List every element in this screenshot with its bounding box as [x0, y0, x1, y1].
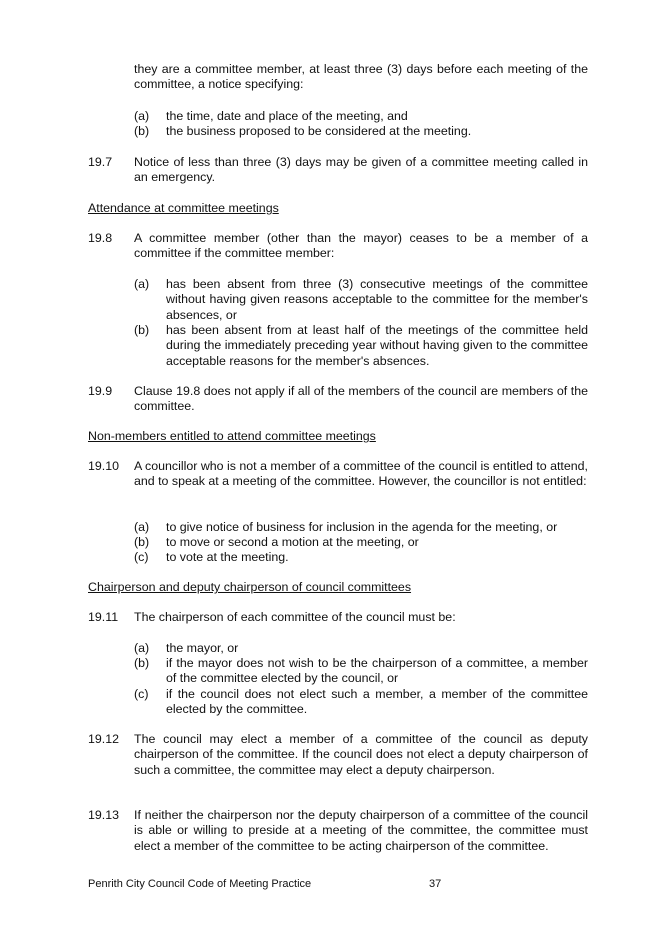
clause-item-label: (a): [134, 277, 150, 291]
clause-item-label: (a): [134, 641, 150, 655]
section-heading-non-members: Non-members entitled to attend committee meetings: [88, 429, 376, 443]
clause-item-label: (b): [134, 323, 150, 337]
intro-item-text: the business proposed to be considered at the meeting.: [166, 124, 472, 138]
clause-number: 19.11: [88, 610, 119, 624]
clause-number: 19.7: [88, 155, 113, 169]
clause-item-text: to move or second a motion at the meeting, or: [166, 535, 419, 549]
intro-item-text: the time, date and place of the meeting, and: [166, 109, 408, 123]
clause-text: A councillor who is not a member of a committee of the council is entitled to attend, and to speak at a meeting of the committee. However, the councillor is not entitled:: [134, 459, 588, 489]
clause-item-text: has been absent from three (3) consecutive meetings of the committee without having given reasons acceptable to the committee for the member's absences, or: [166, 277, 588, 322]
clause-number: 19.8: [88, 231, 113, 245]
clause-item-text: the mayor, or: [166, 641, 239, 655]
clause-text: A committee member (other than the mayor) ceases to be a member of a committee if the committee member:: [134, 231, 588, 261]
footer-title: Penrith City Council Code of Meeting Practice: [88, 878, 312, 890]
clause-number: 19.13: [88, 808, 120, 822]
clause-text: Clause 19.8 does not apply if all of the members of the council are members of the committee.: [134, 384, 588, 414]
clause-text: If neither the chairperson nor the deputy chairperson of a committee of the council is able or willing to preside at a meeting of the committee, the committee must elect a member of the committee to be acting chairperson of the committee.: [134, 808, 588, 853]
clause-item-label: (c): [134, 687, 149, 701]
clause-text: Notice of less than three (3) days may be given of a committee meeting called in an emergency.: [134, 155, 588, 185]
clause-text: The council may elect a member of a committee of the council as deputy chairperson of the committee. If the council does not elect a deputy chairperson of such a committee, the committee may elect a deputy chairperson.: [134, 732, 588, 777]
clause-item-text: if the mayor does not wish to be the chairperson of a committee, a member of the committee elected by the council, or: [166, 656, 588, 686]
clause-text: The chairperson of each committee of the council must be:: [134, 610, 456, 624]
clause-number: 19.10: [88, 459, 120, 473]
clause-number: 19.9: [88, 384, 113, 398]
intro-item-label: (a): [134, 109, 150, 123]
clause-item-text: if the council does not elect such a member, a member of the committee elected by the committee.: [166, 687, 588, 717]
clause-item-text: has been absent from at least half of the meetings of the committee held during the immediately preceding year without having given to the committee acceptable reasons for the member's absences.: [166, 323, 588, 368]
clause-item-label: (b): [134, 656, 150, 670]
clause-item-label: (c): [134, 550, 149, 564]
section-heading-attendance: Attendance at committee meetings: [88, 201, 279, 215]
clause-number: 19.12: [88, 732, 120, 746]
clause-item-text: to give notice of business for inclusion in the agenda for the meeting, or: [166, 520, 558, 534]
clause-item-label: (a): [134, 520, 150, 534]
intro-paragraph: they are a committee member, at least three (3) days before each meeting of the committee, a notice specifying:: [134, 62, 588, 92]
page-number: 37: [429, 878, 442, 890]
clause-item-text: to vote at the meeting.: [166, 550, 289, 564]
clause-item-label: (b): [134, 535, 150, 549]
section-heading-chairperson: Chairperson and deputy chairperson of council committees: [88, 580, 412, 594]
intro-item-label: (b): [134, 124, 150, 138]
